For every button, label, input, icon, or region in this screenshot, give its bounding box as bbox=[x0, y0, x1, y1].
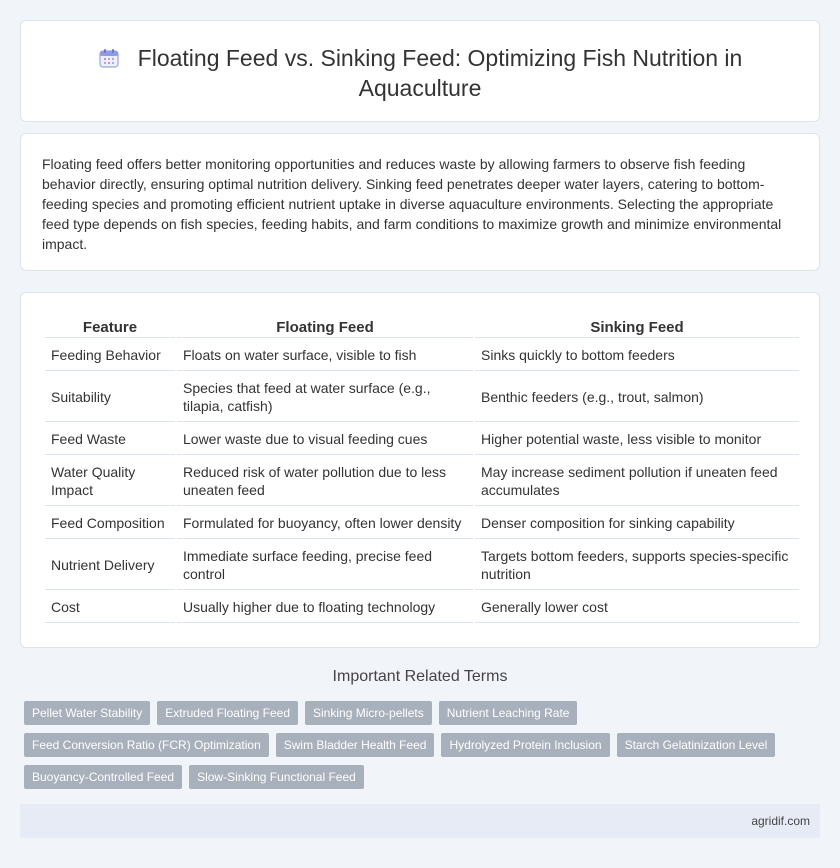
table-row bbox=[45, 592, 799, 623]
feature-cell: Feed Composition bbox=[45, 508, 175, 539]
intro-card bbox=[20, 133, 820, 271]
footer-site-link[interactable]: agridif.com bbox=[751, 814, 810, 828]
sinking-cell: Higher potential waste, less visible to monitor bbox=[475, 424, 799, 455]
feature-cell: Cost bbox=[45, 592, 175, 623]
feature-cell: Water Quality Impact bbox=[45, 457, 175, 506]
table-row bbox=[45, 373, 799, 422]
footer bbox=[20, 804, 820, 838]
feature-cell: Suitability bbox=[45, 373, 175, 422]
page-title bbox=[70, 43, 770, 103]
comparison-table bbox=[43, 313, 801, 625]
floating-cell: Floats on water surface, visible to fish bbox=[177, 340, 473, 371]
table-row bbox=[45, 424, 799, 455]
floating-cell: Reduced risk of water pollution due to less uneaten feed bbox=[177, 457, 473, 506]
feature-cell: Feeding Behavior bbox=[45, 340, 175, 371]
floating-cell: Immediate surface feeding, precise feed control bbox=[177, 541, 473, 590]
feature-cell: Feed Waste bbox=[45, 424, 175, 455]
sinking-cell: Targets bottom feeders, supports species-specific nutrition bbox=[475, 541, 799, 590]
calendar-icon bbox=[98, 47, 120, 69]
term-tag[interactable]: Swim Bladder Health Feed bbox=[276, 733, 435, 757]
term-tag[interactable]: Slow-Sinking Functional Feed bbox=[189, 765, 364, 789]
sinking-cell: Generally lower cost bbox=[475, 592, 799, 623]
term-tag[interactable]: Pellet Water Stability bbox=[24, 701, 150, 725]
header-card bbox=[20, 20, 820, 122]
table-row bbox=[45, 457, 799, 506]
term-tag[interactable]: Hydrolyzed Protein Inclusion bbox=[441, 733, 609, 757]
term-tag[interactable]: Extruded Floating Feed bbox=[157, 701, 298, 725]
term-tag[interactable]: Nutrient Leaching Rate bbox=[439, 701, 578, 725]
floating-cell: Lower waste due to visual feeding cues bbox=[177, 424, 473, 455]
floating-cell: Species that feed at water surface (e.g., tilapia, catfish) bbox=[177, 373, 473, 422]
column-header-sinking: Sinking Feed bbox=[475, 315, 799, 338]
table-row bbox=[45, 508, 799, 539]
sinking-cell: Benthic feeders (e.g., trout, salmon) bbox=[475, 373, 799, 422]
column-header-floating: Floating Feed bbox=[177, 315, 473, 338]
term-tag[interactable]: Sinking Micro-pellets bbox=[305, 701, 432, 725]
column-header-feature: Feature bbox=[45, 315, 175, 338]
term-tag[interactable]: Feed Conversion Ratio (FCR) Optimization bbox=[24, 733, 269, 757]
header bbox=[21, 43, 819, 103]
table-row bbox=[45, 541, 799, 590]
sinking-cell: Sinks quickly to bottom feeders bbox=[475, 340, 799, 371]
floating-cell: Usually higher due to floating technology bbox=[177, 592, 473, 623]
table-header-row bbox=[45, 315, 799, 338]
term-tag[interactable]: Buoyancy-Controlled Feed bbox=[24, 765, 182, 789]
table-row bbox=[45, 340, 799, 371]
intro-paragraph: Floating feed offers better monitoring opportunities and reduces waste by allowing farmers to observe fish feeding behavior directly, ensuring optimal nutrition delivery. Sinking feed penetrates deeper water layers, catering to bottom-feeding species and promoting efficient nutrient uptake in diverse aquaculture environments. Selecting the appropriate feed type depends on fish species, feeding habits, and farm conditions to maximize growth and minimize environmental impact. bbox=[42, 156, 782, 252]
related-terms-list bbox=[24, 701, 824, 797]
term-tag[interactable]: Starch Gelatinization Level bbox=[617, 733, 776, 757]
related-terms-heading: Important Related Terms bbox=[332, 668, 508, 685]
comparison-card bbox=[20, 292, 820, 648]
page-title-text: Floating Feed vs. Sinking Feed: Optimizing Fish Nutrition in Aquaculture bbox=[137, 45, 743, 101]
sinking-cell: May increase sediment pollution if uneaten feed accumulates bbox=[475, 457, 799, 506]
floating-cell: Formulated for buoyancy, often lower density bbox=[177, 508, 473, 539]
feature-cell: Nutrient Delivery bbox=[45, 541, 175, 590]
sinking-cell: Denser composition for sinking capability bbox=[475, 508, 799, 539]
